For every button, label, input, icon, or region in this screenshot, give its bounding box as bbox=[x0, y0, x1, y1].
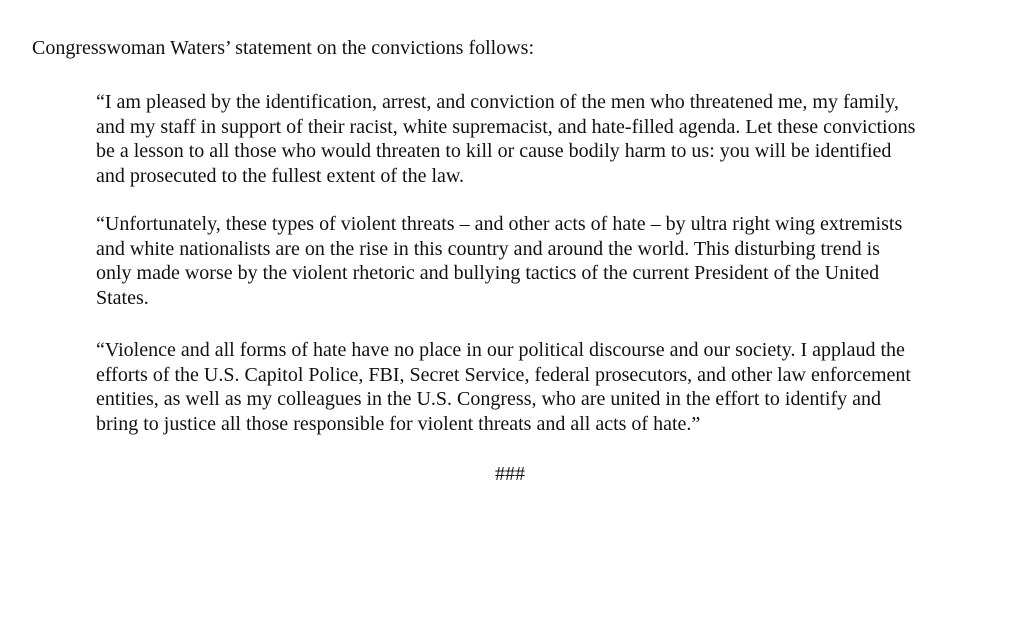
paragraph-line: efforts of the U.S. Capitol Police, FBI, Secret Service, federal prosecutors, and other law enforcement bbox=[96, 363, 911, 386]
quote-paragraph-2 bbox=[96, 212, 996, 310]
paragraph-line: “Violence and all forms of hate have no place in our political discourse and our society. I applaud the bbox=[96, 339, 905, 361]
statement-intro: Congresswoman Waters’ statement on the convictions follows: bbox=[32, 37, 535, 59]
paragraph-line: be a lesson to all those who would threaten to kill or cause bodily harm to us: you will be identified bbox=[96, 140, 892, 162]
quote-paragraph-3 bbox=[96, 338, 996, 436]
end-mark-text: ### bbox=[495, 463, 525, 485]
paragraph-line: and my staff in support of their racist, white supremacist, and hate-filled agenda. Let these convictions bbox=[96, 115, 916, 138]
paragraph-line: and prosecuted to the fullest extent of the law. bbox=[96, 164, 465, 187]
paragraph-line: and white nationalists are on the rise in this country and around the world. This disturbing trend is bbox=[96, 237, 880, 260]
paragraph-line: States. bbox=[96, 286, 149, 309]
paragraph-line: only made worse by the violent rhetoric and bullying tactics of the current President of the United bbox=[96, 262, 880, 284]
end-of-release-mark bbox=[0, 462, 1024, 486]
quote-paragraph-1 bbox=[96, 90, 996, 188]
paragraph-line: entities, as well as my colleagues in the U.S. Congress, who are united in the effort to identify and bbox=[96, 388, 882, 410]
paragraph-line: bring to justice all those responsible for violent threats and all acts of hate.” bbox=[96, 412, 701, 435]
paragraph-line: “I am pleased by the identification, arrest, and conviction of the men who threatened me, my family, bbox=[96, 91, 899, 113]
paragraph-line: “Unfortunately, these types of violent threats – and other acts of hate – by ultra right wing extremists bbox=[96, 213, 903, 235]
